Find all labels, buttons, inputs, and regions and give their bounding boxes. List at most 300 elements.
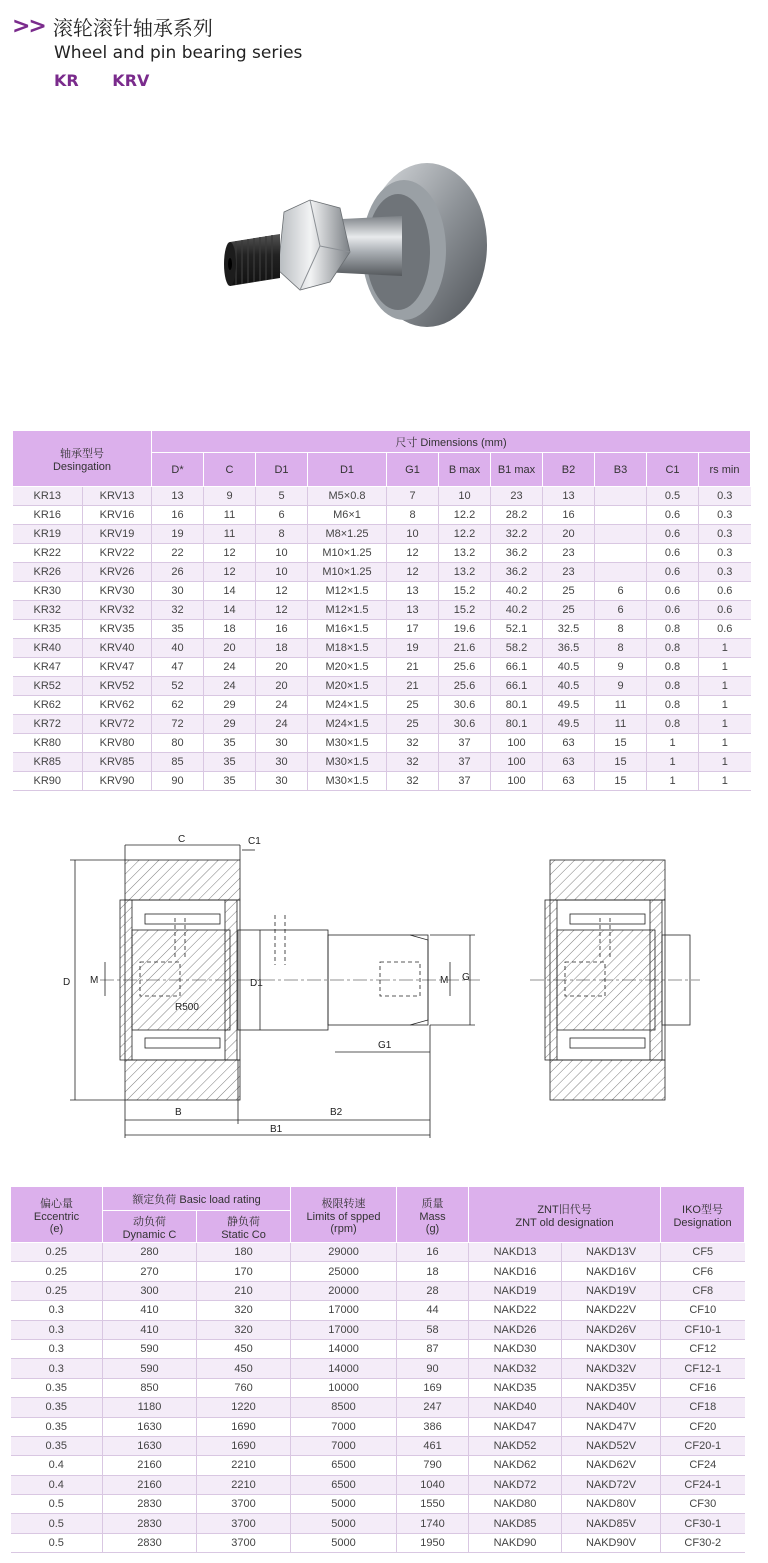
table-cell: 6: [595, 601, 647, 620]
table-row: [11, 1436, 745, 1455]
table-cell: CF10: [661, 1301, 745, 1320]
table-cell: NAKD19V: [562, 1281, 661, 1300]
table-cell: 0.3: [11, 1301, 103, 1320]
dimensions-table: [12, 430, 751, 791]
table-cell: 52: [152, 677, 204, 696]
table-row: [11, 1533, 745, 1552]
table-cell: CF10-1: [661, 1320, 745, 1339]
label-m-right: M: [440, 975, 449, 986]
table-cell: 21.6: [439, 639, 491, 658]
table-cell: 0.35: [11, 1398, 103, 1417]
table-cell: KR90: [13, 772, 83, 791]
table-cell: 0.6: [647, 506, 699, 525]
table-row: [13, 715, 751, 734]
table-row: [13, 620, 751, 639]
table-cell: 63: [543, 772, 595, 791]
table-cell: NAKD30V: [562, 1339, 661, 1358]
table-cell: 8: [595, 639, 647, 658]
table-cell: 25: [387, 696, 439, 715]
static-load-header: [197, 1211, 291, 1243]
table-cell: KR80: [13, 734, 83, 753]
label-g: G: [462, 972, 470, 983]
table-cell: [595, 525, 647, 544]
table-cell: 3700: [197, 1495, 291, 1514]
table-cell: 247: [397, 1398, 469, 1417]
table-cell: 14: [204, 601, 256, 620]
table-cell: CF20-1: [661, 1436, 745, 1455]
table-cell: 26: [152, 563, 204, 582]
table-cell: 590: [103, 1339, 197, 1358]
table-row: [13, 658, 751, 677]
table-row: [11, 1339, 745, 1358]
iko-header-en: Designation: [673, 1216, 732, 1229]
table-cell: KR62: [13, 696, 83, 715]
table-cell: 0.6: [647, 582, 699, 601]
table-cell: 87: [397, 1339, 469, 1358]
table-cell: NAKD32V: [562, 1359, 661, 1378]
table-cell: 10: [256, 544, 308, 563]
table-cell: CF12: [661, 1339, 745, 1358]
label-d1: D1: [250, 978, 263, 989]
table-cell: 2160: [103, 1475, 197, 1494]
table-cell: 1690: [197, 1417, 291, 1436]
table-cell: NAKD90V: [562, 1533, 661, 1552]
table-cell: KR19: [13, 525, 83, 544]
table-cell: 16: [256, 620, 308, 639]
table-cell: 6: [256, 506, 308, 525]
table-cell: KRV52: [83, 677, 152, 696]
table-cell: M24×1.5: [308, 696, 387, 715]
table-cell: 63: [543, 734, 595, 753]
dimension-column-header: B3: [595, 453, 647, 487]
table-cell: 24: [256, 696, 308, 715]
table-cell: 49.5: [543, 696, 595, 715]
table-cell: NAKD13V: [562, 1243, 661, 1262]
table-cell: NAKD62: [469, 1456, 562, 1475]
table-cell: KRV22: [83, 544, 152, 563]
table-cell: 1550: [397, 1495, 469, 1514]
table-cell: 1630: [103, 1417, 197, 1436]
table-cell: 0.3: [699, 487, 751, 506]
table-cell: 0.3: [699, 563, 751, 582]
table-cell: 410: [103, 1320, 197, 1339]
table-cell: 1690: [197, 1436, 291, 1455]
table-cell: KRV40: [83, 639, 152, 658]
znt-header-en: ZNT old designation: [515, 1216, 614, 1229]
table-cell: 32: [152, 601, 204, 620]
table-cell: 40.2: [491, 601, 543, 620]
table-cell: 16: [543, 506, 595, 525]
table-row: [13, 544, 751, 563]
table-cell: CF30-1: [661, 1514, 745, 1533]
iko-header-cn: IKO型号: [682, 1203, 723, 1216]
table-cell: NAKD80: [469, 1495, 562, 1514]
table-row: [11, 1359, 745, 1378]
table-cell: M24×1.5: [308, 715, 387, 734]
table-cell: NAKD72V: [562, 1475, 661, 1494]
table-cell: 0.6: [647, 525, 699, 544]
table-cell: [595, 544, 647, 563]
table-cell: KRV47: [83, 658, 152, 677]
table-cell: 12.2: [439, 525, 491, 544]
table-cell: M20×1.5: [308, 658, 387, 677]
table-cell: CF30-2: [661, 1533, 745, 1552]
table-cell: NAKD85V: [562, 1514, 661, 1533]
table-cell: 23: [543, 544, 595, 563]
table-cell: M30×1.5: [308, 772, 387, 791]
table-cell: M5×0.8: [308, 487, 387, 506]
table-cell: KR22: [13, 544, 83, 563]
table-cell: M10×1.25: [308, 544, 387, 563]
table-cell: 0.25: [11, 1262, 103, 1281]
load-rating-header: 额定负荷 Basic load rating: [103, 1187, 291, 1211]
table-cell: 24: [204, 658, 256, 677]
table-cell: 0.5: [11, 1514, 103, 1533]
table-cell: 17: [387, 620, 439, 639]
table-cell: KRV32: [83, 601, 152, 620]
table-cell: 40.5: [543, 658, 595, 677]
dimension-column-header: C1: [647, 453, 699, 487]
table-cell: 1: [647, 772, 699, 791]
table-cell: NAKD19: [469, 1281, 562, 1300]
table-cell: 28: [397, 1281, 469, 1300]
page-title-cn: 滚轮滚针轴承系列: [52, 16, 213, 40]
table-cell: 10: [439, 487, 491, 506]
table-cell: 29: [204, 715, 256, 734]
table-cell: 30.6: [439, 715, 491, 734]
table-cell: 12: [387, 544, 439, 563]
table-cell: [595, 487, 647, 506]
table-cell: 20000: [291, 1281, 397, 1300]
dimension-column-header: D*: [152, 453, 204, 487]
table-cell: KR32: [13, 601, 83, 620]
table-cell: 100: [491, 772, 543, 791]
table-cell: 1: [647, 734, 699, 753]
table-cell: 0.35: [11, 1436, 103, 1455]
table-cell: 5000: [291, 1533, 397, 1552]
table-row: [13, 734, 751, 753]
znt-header-cn: ZNT旧代号: [537, 1203, 592, 1216]
table-cell: M12×1.5: [308, 582, 387, 601]
table-cell: NAKD85: [469, 1514, 562, 1533]
table-cell: 30.6: [439, 696, 491, 715]
table-cell: 210: [197, 1281, 291, 1300]
table-cell: NAKD62V: [562, 1456, 661, 1475]
table-cell: 32.5: [543, 620, 595, 639]
table-cell: NAKD22: [469, 1301, 562, 1320]
table-cell: 25000: [291, 1262, 397, 1281]
table-row: [11, 1514, 745, 1533]
table-cell: 1: [699, 639, 751, 658]
table-cell: 23: [491, 487, 543, 506]
table-cell: 30: [256, 772, 308, 791]
table-cell: CF12-1: [661, 1359, 745, 1378]
table-cell: 14000: [291, 1339, 397, 1358]
label-m: M: [90, 975, 99, 986]
table-cell: KR26: [13, 563, 83, 582]
table-cell: 0.6: [699, 582, 751, 601]
table-cell: NAKD16: [469, 1262, 562, 1281]
table-cell: 5000: [291, 1514, 397, 1533]
table-cell: KRV13: [83, 487, 152, 506]
table-cell: 0.3: [699, 544, 751, 563]
speed-header-en: Limits of spped: [306, 1210, 381, 1223]
table-row: [11, 1417, 745, 1436]
table-cell: 1: [647, 753, 699, 772]
table-cell: 12.2: [439, 506, 491, 525]
dynamic-load-header-cn: 动负荷: [133, 1215, 166, 1228]
table-cell: NAKD40V: [562, 1398, 661, 1417]
mass-header: [397, 1187, 469, 1243]
table-cell: 66.1: [491, 658, 543, 677]
table-cell: CF20: [661, 1417, 745, 1436]
table-cell: 12: [256, 582, 308, 601]
designation-header-cn: 轴承型号: [60, 447, 104, 460]
table-cell: 25.6: [439, 677, 491, 696]
table-cell: KR40: [13, 639, 83, 658]
table-cell: 2830: [103, 1533, 197, 1552]
table-row: [13, 753, 751, 772]
table-row: [13, 582, 751, 601]
table-cell: NAKD52V: [562, 1436, 661, 1455]
table-cell: CF30: [661, 1495, 745, 1514]
speed-header-unit: (rpm): [330, 1222, 357, 1235]
table-cell: M18×1.5: [308, 639, 387, 658]
table-cell: 461: [397, 1436, 469, 1455]
table-cell: 169: [397, 1378, 469, 1397]
dimension-column-header: D1: [308, 453, 387, 487]
table-cell: 11: [595, 715, 647, 734]
table-cell: M16×1.5: [308, 620, 387, 639]
table-cell: NAKD13: [469, 1243, 562, 1262]
table-cell: KR47: [13, 658, 83, 677]
table-cell: 7000: [291, 1417, 397, 1436]
table-cell: 0.3: [11, 1359, 103, 1378]
table-cell: 10: [387, 525, 439, 544]
eccentric-header-en: Eccentric: [33, 1210, 80, 1223]
table-cell: 47: [152, 658, 204, 677]
table-cell: 8500: [291, 1398, 397, 1417]
table-cell: 0.4: [11, 1475, 103, 1494]
table-cell: 37: [439, 753, 491, 772]
table-cell: 36.2: [491, 544, 543, 563]
eccentric-header: [11, 1187, 103, 1243]
label-b: B: [175, 1107, 182, 1118]
table-cell: 13.2: [439, 563, 491, 582]
table-cell: 7: [387, 487, 439, 506]
dimension-column-header: G1: [387, 453, 439, 487]
table-cell: 0.25: [11, 1243, 103, 1262]
table-cell: 850: [103, 1378, 197, 1397]
table-cell: 1: [699, 696, 751, 715]
table-cell: 36.5: [543, 639, 595, 658]
model-labels: [54, 71, 302, 90]
table-cell: 1: [699, 715, 751, 734]
table-cell: 80.1: [491, 696, 543, 715]
table-cell: 1950: [397, 1533, 469, 1552]
table-cell: 0.8: [647, 658, 699, 677]
double-chevron-icon: >>: [12, 14, 45, 39]
table-row: [13, 525, 751, 544]
table-cell: 450: [197, 1359, 291, 1378]
table-cell: 3700: [197, 1533, 291, 1552]
dimensions-table-body: [13, 487, 751, 791]
table-cell: KRV19: [83, 525, 152, 544]
table-cell: KRV26: [83, 563, 152, 582]
table-cell: 58: [397, 1320, 469, 1339]
label-c1: C1: [248, 836, 261, 847]
table-cell: 35: [204, 734, 256, 753]
table-cell: NAKD90: [469, 1533, 562, 1552]
table-cell: 0.6: [647, 544, 699, 563]
table-cell: 0.5: [11, 1495, 103, 1514]
table-cell: 18: [256, 639, 308, 658]
table-cell: M30×1.5: [308, 734, 387, 753]
table-row: [13, 696, 751, 715]
table-cell: NAKD16V: [562, 1262, 661, 1281]
table-cell: 1630: [103, 1436, 197, 1455]
table-cell: 6: [595, 582, 647, 601]
table-row: [11, 1475, 745, 1494]
table-cell: 29000: [291, 1243, 397, 1262]
table-cell: 58.2: [491, 639, 543, 658]
table-cell: 1: [699, 658, 751, 677]
table-cell: KRV72: [83, 715, 152, 734]
table-row: [11, 1378, 745, 1397]
table-cell: 320: [197, 1301, 291, 1320]
table-cell: M30×1.5: [308, 753, 387, 772]
table-cell: 2830: [103, 1514, 197, 1533]
designation-header: [13, 431, 152, 487]
static-load-header-en: Static Co: [221, 1228, 266, 1241]
table-cell: 2160: [103, 1456, 197, 1475]
table-cell: 40.2: [491, 582, 543, 601]
table-cell: 0.25: [11, 1281, 103, 1300]
table-cell: 0.4: [11, 1456, 103, 1475]
static-load-header-cn: 静负荷: [227, 1215, 260, 1228]
table-cell: [595, 506, 647, 525]
dimension-column-header: rs min: [699, 453, 751, 487]
table-cell: NAKD80V: [562, 1495, 661, 1514]
table-cell: NAKD26: [469, 1320, 562, 1339]
table-cell: 270: [103, 1262, 197, 1281]
table-cell: 37: [439, 772, 491, 791]
table-cell: 280: [103, 1243, 197, 1262]
table-cell: 386: [397, 1417, 469, 1436]
table-cell: 12: [204, 544, 256, 563]
table-cell: 17000: [291, 1301, 397, 1320]
designation-header-en: Desingation: [52, 460, 112, 473]
table-cell: 62: [152, 696, 204, 715]
table-cell: 0.8: [647, 715, 699, 734]
table-cell: 2830: [103, 1495, 197, 1514]
table-cell: 66.1: [491, 677, 543, 696]
table-cell: KRV35: [83, 620, 152, 639]
table-cell: 0.3: [11, 1339, 103, 1358]
table-cell: [595, 563, 647, 582]
table-cell: 0.6: [647, 563, 699, 582]
table-cell: 320: [197, 1320, 291, 1339]
table-cell: M20×1.5: [308, 677, 387, 696]
table-cell: M8×1.25: [308, 525, 387, 544]
table-row: [13, 563, 751, 582]
table-cell: 6500: [291, 1475, 397, 1494]
mass-header-en: Mass: [419, 1210, 446, 1223]
table-row: [13, 639, 751, 658]
table-cell: CF6: [661, 1262, 745, 1281]
table-cell: 0.8: [647, 620, 699, 639]
table-cell: 30: [256, 753, 308, 772]
dimension-column-header: B2: [543, 453, 595, 487]
table-cell: CF16: [661, 1378, 745, 1397]
table-cell: 13.2: [439, 544, 491, 563]
mass-header-unit: (g): [425, 1222, 440, 1235]
table-cell: 760: [197, 1378, 291, 1397]
table-cell: 23: [543, 563, 595, 582]
table-cell: 29: [204, 696, 256, 715]
title-row: [12, 12, 302, 41]
table-cell: 72: [152, 715, 204, 734]
table-cell: 32.2: [491, 525, 543, 544]
table-cell: 90: [152, 772, 204, 791]
eccentric-header-unit: (e): [49, 1222, 64, 1235]
table-cell: 12: [204, 563, 256, 582]
table-cell: 0.8: [647, 639, 699, 658]
table-cell: 0.3: [699, 506, 751, 525]
dimension-column-header: C: [204, 453, 256, 487]
table-cell: 13: [387, 601, 439, 620]
bearing-drawing: [60, 830, 710, 1140]
table-cell: 0.8: [647, 677, 699, 696]
table-cell: 0.3: [699, 525, 751, 544]
speed-header: [291, 1187, 397, 1243]
table-row: [13, 677, 751, 696]
table-row: [11, 1398, 745, 1417]
table-cell: 15: [595, 753, 647, 772]
table-cell: 2210: [197, 1475, 291, 1494]
table-cell: 0.5: [647, 487, 699, 506]
table-cell: 19: [387, 639, 439, 658]
table-cell: 1740: [397, 1514, 469, 1533]
table-cell: 7000: [291, 1436, 397, 1455]
table-cell: 5000: [291, 1495, 397, 1514]
dynamic-load-header: [103, 1211, 197, 1243]
table-cell: 16: [152, 506, 204, 525]
label-b1: B1: [270, 1124, 283, 1135]
table-cell: M6×1: [308, 506, 387, 525]
table-cell: KRV90: [83, 772, 152, 791]
table-cell: 180: [197, 1243, 291, 1262]
table-cell: 25: [543, 601, 595, 620]
table-cell: 19: [152, 525, 204, 544]
table-cell: 28.2: [491, 506, 543, 525]
mass-header-cn: 质量: [421, 1197, 444, 1210]
table-cell: 49.5: [543, 715, 595, 734]
dynamic-load-header-en: Dynamic C: [122, 1228, 177, 1241]
table-cell: NAKD52: [469, 1436, 562, 1455]
table-cell: 18: [397, 1262, 469, 1281]
table-cell: 8: [595, 620, 647, 639]
eccentric-header-cn: 偏心量: [40, 1197, 73, 1210]
table-row: [13, 772, 751, 791]
table-cell: NAKD35V: [562, 1378, 661, 1397]
table-cell: 80.1: [491, 715, 543, 734]
label-b2: B2: [330, 1107, 343, 1118]
table-cell: 32: [387, 772, 439, 791]
table-cell: 20: [256, 677, 308, 696]
model-kr: KR: [54, 71, 79, 90]
label-r500: R500: [175, 1002, 199, 1013]
